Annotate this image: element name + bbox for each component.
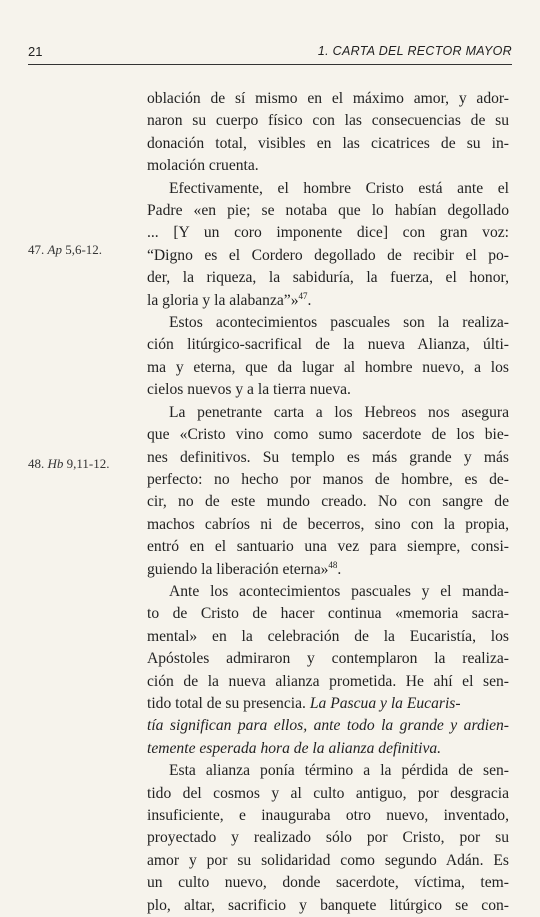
text-line: amor y por su solidaridad como segundo Adán. Es: [147, 851, 509, 869]
note-number: 47.: [28, 242, 45, 257]
text-line: ... [Y un coro imponente dice] con gran voz:: [147, 224, 509, 242]
text-line: naron su cuerpo físico con las consecuencias de su: [147, 112, 509, 130]
text-line: donación total, visibles en las cicatrices de su in-: [147, 134, 509, 152]
text-line: ma y eterna, que da lugar al hombre nuevo, a los: [147, 358, 509, 376]
note-location: 5,6-12.: [65, 242, 103, 257]
margin-note-47: [28, 242, 102, 258]
note-location: 9,11-12.: [66, 456, 110, 471]
page-number: 21: [28, 44, 43, 59]
body-text: [147, 88, 509, 917]
note-book: Hb: [47, 456, 64, 471]
italic-text: La Pascua y la Eucaris-: [309, 694, 461, 712]
text-line: oblación de sí mismo en el máximo amor, y ador-: [147, 90, 509, 107]
text-line: [147, 559, 509, 581]
text-line: entró en el santuario una vez para siempre, consi-: [147, 538, 509, 556]
text-line: ción de la nueva alianza prometida. He ahí el sen-: [147, 672, 509, 690]
sentence-end: .: [307, 291, 312, 309]
text-line: to de Cristo de hacer continua «memoria sacra-: [147, 605, 509, 623]
note-number: 48.: [28, 456, 45, 471]
footnote-ref-47: 47: [298, 290, 308, 301]
text-line: La penetrante carta a los Hebreos nos asegura: [169, 403, 509, 421]
text-line: que «Cristo vino como sumo sacerdote de los bie-: [147, 426, 509, 444]
text-line: Efectivamente, el hombre Cristo está ante el: [169, 179, 509, 197]
text-line: temente esperada hora de la alianza definitiva.: [147, 739, 442, 757]
margin-note-48: [28, 456, 110, 472]
text-line: ción litúrgico-sacrifical de la nueva Alianza, últi-: [147, 336, 509, 354]
text-line: machos cabríos ni de becerros, sino con la propia,: [147, 515, 509, 533]
text-line: der, la riqueza, la sabiduría, la fuerza, el honor,: [147, 269, 509, 287]
text-line: Estos acontecimientos pascuales son la realiza-: [169, 314, 509, 332]
text-line: “Digno es el Cordero degollado de recibir el po-: [147, 246, 509, 264]
text-line: plo, altar, sacrificio y banquete litúrgico se con-: [147, 896, 509, 914]
text-line: Esta alianza ponía término a la pérdida de sen-: [169, 762, 509, 780]
note-book: Ap: [47, 242, 62, 257]
text-line: tía significan para ellos, ante todo la grande y ardien-: [147, 717, 509, 735]
text-line: tido del cosmos y al culto antiguo, por desgracia: [147, 784, 509, 802]
text-line: nes definitivos. Su templo es más grande y más: [147, 448, 509, 466]
text-line: proyectado y realizado sólo por Cristo, por su: [147, 829, 509, 847]
line-text: guiendo la liberación eterna»: [147, 560, 329, 578]
sentence-end: .: [337, 560, 342, 578]
line-text: la gloria y la alabanza”»: [147, 291, 299, 309]
text-line: [147, 693, 509, 715]
running-title: 1. CARTA DEL RECTOR MAYOR: [317, 44, 512, 58]
text-line: Ante los acontecimientos pascuales y el manda-: [169, 582, 509, 600]
text-line: Apóstoles admiraron y contemplaron la realiza-: [147, 650, 509, 668]
text-line: perfecto: no hecho por manos de hombre, es de-: [147, 470, 509, 488]
text-line: molación cruenta.: [147, 157, 259, 175]
text-line: Padre «en pie; se notaba que lo habían degollado: [147, 202, 509, 220]
text-line: [147, 290, 509, 312]
running-header: [28, 40, 512, 65]
text-line: cielos nuevos y a la tierra nueva.: [147, 381, 351, 399]
text-line: mental» en la celebración de la Eucaristía, los: [147, 627, 509, 645]
text-line: cir, no de este mundo creado. No con sangre de: [147, 493, 509, 511]
text-line: insuficiente, e inauguraba otro nuevo, inventado,: [147, 807, 509, 824]
line-text: tido total de su presencia.: [147, 694, 306, 712]
text-line: un culto nuevo, donde sacerdote, víctima, tem-: [147, 874, 509, 892]
footnote-ref-48: 48: [328, 559, 338, 570]
